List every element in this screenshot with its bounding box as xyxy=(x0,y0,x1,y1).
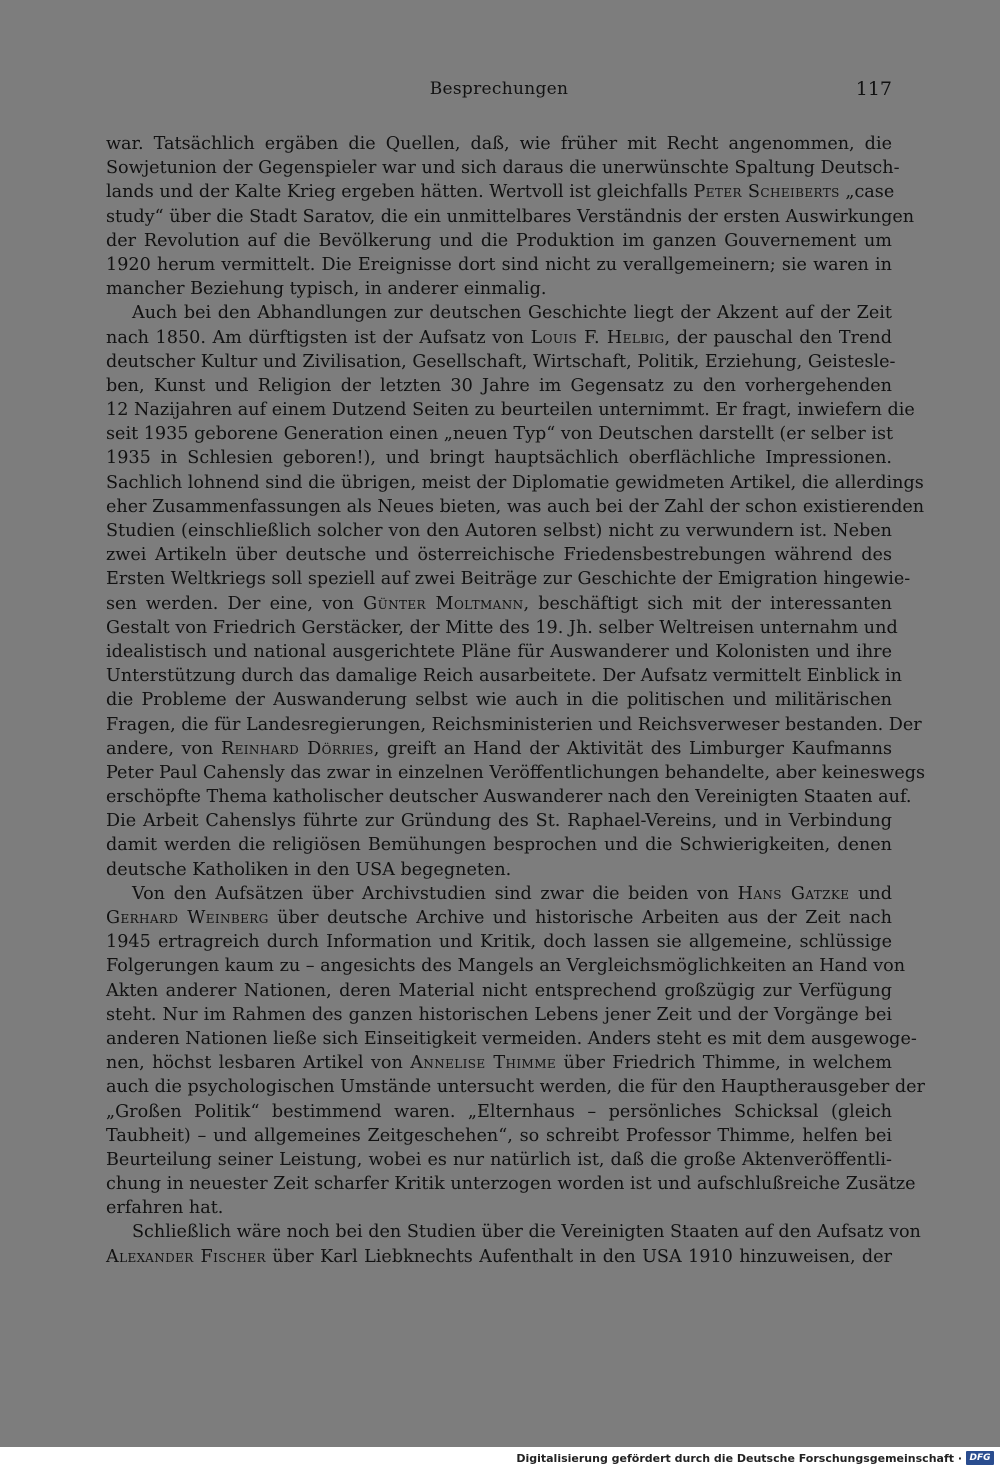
text-line xyxy=(106,954,906,978)
text-run: über Karl Liebknechts Aufenthalt in den USA 1910 hinzuweisen, der xyxy=(265,1246,893,1267)
text-line xyxy=(106,640,892,664)
text-line xyxy=(106,350,896,374)
running-title: Besprechungen xyxy=(429,79,569,99)
text-line xyxy=(106,1003,892,1027)
text-run: deutsche Katholiken in den USA begegneten. xyxy=(106,859,512,880)
text-line xyxy=(106,809,892,833)
text-line xyxy=(106,761,926,785)
text-line xyxy=(106,398,915,422)
text-run: study“ über die Stadt Saratov, die ein unmittelbares Verständnis der ersten Auswirkungen xyxy=(106,206,915,227)
author-name: Annelise Thimme xyxy=(410,1053,557,1074)
text-run: Fragen, die für Landesregierungen, Reichsministerien und Reichsverweser bestanden. Der xyxy=(106,714,922,735)
text-run: Sowjetunion der Gegenspieler war und sich daraus die unerwünschte Spaltung Deutsch- xyxy=(106,158,900,179)
text-run: sen werden. Der eine, von xyxy=(106,593,364,614)
text-run: erfahren hat. xyxy=(106,1198,224,1219)
text-line xyxy=(106,785,912,809)
text-line xyxy=(106,930,892,954)
text-run: mancher Beziehung typisch, in anderer einmalig. xyxy=(106,279,547,300)
text-line xyxy=(106,229,892,253)
text-run: idealistisch und national ausgerichtete Pläne für Auswanderer und Kolonisten und ihre xyxy=(106,641,892,662)
text-run: Studien (einschließlich solcher von den Autoren selbst) nicht zu verwundern ist. Neben xyxy=(106,521,892,541)
text-run: Sachlich lohnend sind die übrigen, meist der Diplomatie gewidmeten Artikel, die allerdings xyxy=(106,472,924,493)
text-run: erschöpfte Thema katholischer deutscher Auswanderer nach den Vereinigten Staaten auf. xyxy=(106,787,912,808)
text-line xyxy=(106,567,911,591)
text-line xyxy=(106,1148,892,1172)
text-line xyxy=(106,253,892,277)
text-run: eher Zusammenfassungen als Neues bieten, was auch bei der Zahl der schon existierenden xyxy=(106,496,925,517)
text-run: die Probleme der Auswanderung selbst wie auch in die politischen und militärischen xyxy=(106,690,892,711)
text-run: Von den Aufsätzen über Archivstudien sind zwar die beiden von xyxy=(132,883,738,904)
text-line xyxy=(106,326,892,350)
text-run: Peter Paul Cahensly das zwar in einzelnen Veröffentlichungen behandelte, aber keineswegs xyxy=(106,762,926,783)
text-run: ben, Kunst und Religion der letzten 30 Jahre im Gegensatz zu den vorhergehenden xyxy=(106,375,892,396)
footer-band xyxy=(0,1447,1000,1470)
text-run: chung in neuester Zeit scharfer Kritik unterzogen worden ist und aufschlußreiche Zusätze xyxy=(106,1174,916,1195)
text-line xyxy=(106,1220,921,1244)
text-run: deutscher Kultur und Zivilisation, Gesellschaft, Wirtschaft, Politik, Erziehung, Geistesle- xyxy=(106,351,896,372)
text-run: Taubheit) – und allgemeines Zeitgeschehen“, so schreibt Professor Thimme, helfen bei xyxy=(106,1125,892,1146)
text-run: Ersten Weltkriegs soll speziell auf zwei Beiträge zur Geschichte der Emigration hingewie- xyxy=(106,569,911,590)
text-run: Akten anderer Nationen, deren Material nicht entsprechend großzügig zur Verfügung xyxy=(106,980,892,1001)
text-run: Gestalt von Friedrich Gerstäcker, der Mitte des 19. Jh. selber Weltreisen unternahm und xyxy=(106,617,898,638)
text-line xyxy=(106,1196,892,1220)
text-line xyxy=(106,1027,917,1051)
running-head xyxy=(106,76,892,102)
text-run: seit 1935 geborene Generation einen „neuen Typ“ von Deutschen darstellt (er selber ist xyxy=(106,424,894,445)
text-line xyxy=(106,471,924,495)
text-run: über deutsche Archive und historische Arbeiten aus der Zeit nach xyxy=(268,908,892,928)
text-line xyxy=(106,1124,892,1148)
text-line xyxy=(106,422,892,446)
text-run: 1935 in Schlesien geboren!), und bringt hauptsächlich oberflächliche Impressionen. xyxy=(106,448,892,469)
text-line xyxy=(106,979,892,1003)
author-name: Gerhard Weinberg xyxy=(106,908,269,928)
text-run: 1945 ertragreich durch Information und Kritik, doch lassen sie allgemeine, schlüssige xyxy=(106,932,892,953)
text-run: Unterstützung durch das damalige Reich ausarbeitete. Der Aufsatz vermittelt Einblick in xyxy=(106,666,903,687)
text-line xyxy=(106,664,903,688)
author-name: Reinhard Dörries xyxy=(220,738,374,759)
text-run: Folgerungen kaum zu – angesichts des Mangels an Vergleichsmöglichkeiten an Hand von xyxy=(106,956,906,977)
text-run: der Revolution auf die Bevölkerung und die Produktion im ganzen Gouvernement um xyxy=(106,230,892,251)
text-line xyxy=(106,688,892,712)
text-run: andere, von xyxy=(106,738,221,759)
text-line xyxy=(106,737,892,761)
text-run: nen, höchst lesbaren Artikel von xyxy=(106,1053,411,1074)
page-number: 117 xyxy=(855,78,892,100)
text-run: , greift an Hand der Aktivität des Limburger Kaufmanns xyxy=(373,738,893,759)
text-line xyxy=(106,156,900,180)
text-line xyxy=(106,1172,916,1196)
text-line xyxy=(106,882,892,906)
text-run: Beurteilung seiner Leistung, wobei es nur natürlich ist, daß die große Aktenveröffentli- xyxy=(106,1149,892,1170)
text-run: auch die psychologischen Umstände untersucht werden, die für den Hauptherausgeber der xyxy=(106,1077,925,1098)
text-run: über Friedrich Thimme, in welchem xyxy=(556,1053,892,1074)
text-run: „Großen Politik“ bestimmend waren. „Elternhaus – persönliches Schicksal (gleich xyxy=(106,1101,892,1122)
text-line xyxy=(106,858,892,882)
text-run: zwei Artikeln über deutsche und österreichische Friedensbestrebungen während des xyxy=(106,545,892,566)
author-name: Günter Moltmann xyxy=(363,593,524,614)
text-run: Auch bei den Abhandlungen zur deutschen Geschichte liegt der Akzent auf der Zeit xyxy=(132,303,892,324)
text-line xyxy=(106,1051,892,1075)
text-run: 1920 herum vermittelt. Die Ereignisse dort sind nicht zu verallgemeinern; sie waren in xyxy=(106,254,892,275)
funding-credit: Digitalisierung gefördert durch die Deutsche Forschungsgemeinschaft · xyxy=(516,1452,962,1465)
text-line xyxy=(106,543,892,567)
text-run: 12 Nazijahren auf einem Dutzend Seiten zu beurteilen unternimmt. Er fragt, inwiefern die xyxy=(106,400,915,421)
author-name: Hans Gatzke xyxy=(737,883,850,904)
dfg-logo-icon: DFG xyxy=(966,1451,994,1465)
text-run: lands und der Kalte Krieg ergeben hätten. Wertvoll ist gleichfalls xyxy=(106,182,694,203)
text-run: anderen Nationen ließe sich Einseitigkeit vermeiden. Anders steht es mit dem ausgewoge- xyxy=(106,1028,917,1049)
text-run: war. Tatsächlich ergäben die Quellen, daß, wie früher mit Recht angenommen, die xyxy=(106,134,892,154)
body-text xyxy=(106,132,926,1269)
text-line xyxy=(106,616,898,640)
text-line xyxy=(106,180,895,204)
text-line xyxy=(106,833,892,857)
text-line xyxy=(106,446,892,470)
text-run: Die Arbeit Cahenslys führte zur Gründung des St. Raphael-Vereins, und in Verbindung xyxy=(106,811,892,832)
author-name: Peter Scheiberts xyxy=(693,182,840,203)
author-name: Alexander Fischer xyxy=(106,1246,266,1267)
text-run: steht. Nur im Rahmen des ganzen historischen Lebens jener Zeit und der Vorgänge bei xyxy=(106,1004,892,1025)
text-run: „case xyxy=(839,182,895,203)
text-line xyxy=(106,519,892,543)
text-line xyxy=(106,205,915,229)
text-line xyxy=(106,374,892,398)
text-line xyxy=(106,1245,892,1269)
text-run: und xyxy=(849,883,892,904)
text-line xyxy=(106,301,892,325)
text-line xyxy=(106,906,892,930)
author-name: Louis F. Helbig xyxy=(530,327,665,348)
text-run: nach 1850. Am dürftigsten ist der Aufsatz von xyxy=(106,327,531,348)
text-line xyxy=(106,277,892,301)
text-run: Schließlich wäre noch bei den Studien über die Vereinigten Staaten auf den Aufsatz von xyxy=(132,1222,921,1243)
text-line xyxy=(106,713,922,737)
text-run: damit werden die religiösen Bemühungen besprochen und die Schwierigkeiten, denen xyxy=(106,835,892,856)
text-line xyxy=(106,592,892,616)
text-line xyxy=(106,132,892,156)
text-line xyxy=(106,495,925,519)
text-run: , der pauschal den Trend xyxy=(664,327,892,348)
text-line xyxy=(106,1075,925,1099)
text-run: , beschäftigt sich mit der interessanten xyxy=(523,593,892,614)
text-line xyxy=(106,1100,892,1124)
